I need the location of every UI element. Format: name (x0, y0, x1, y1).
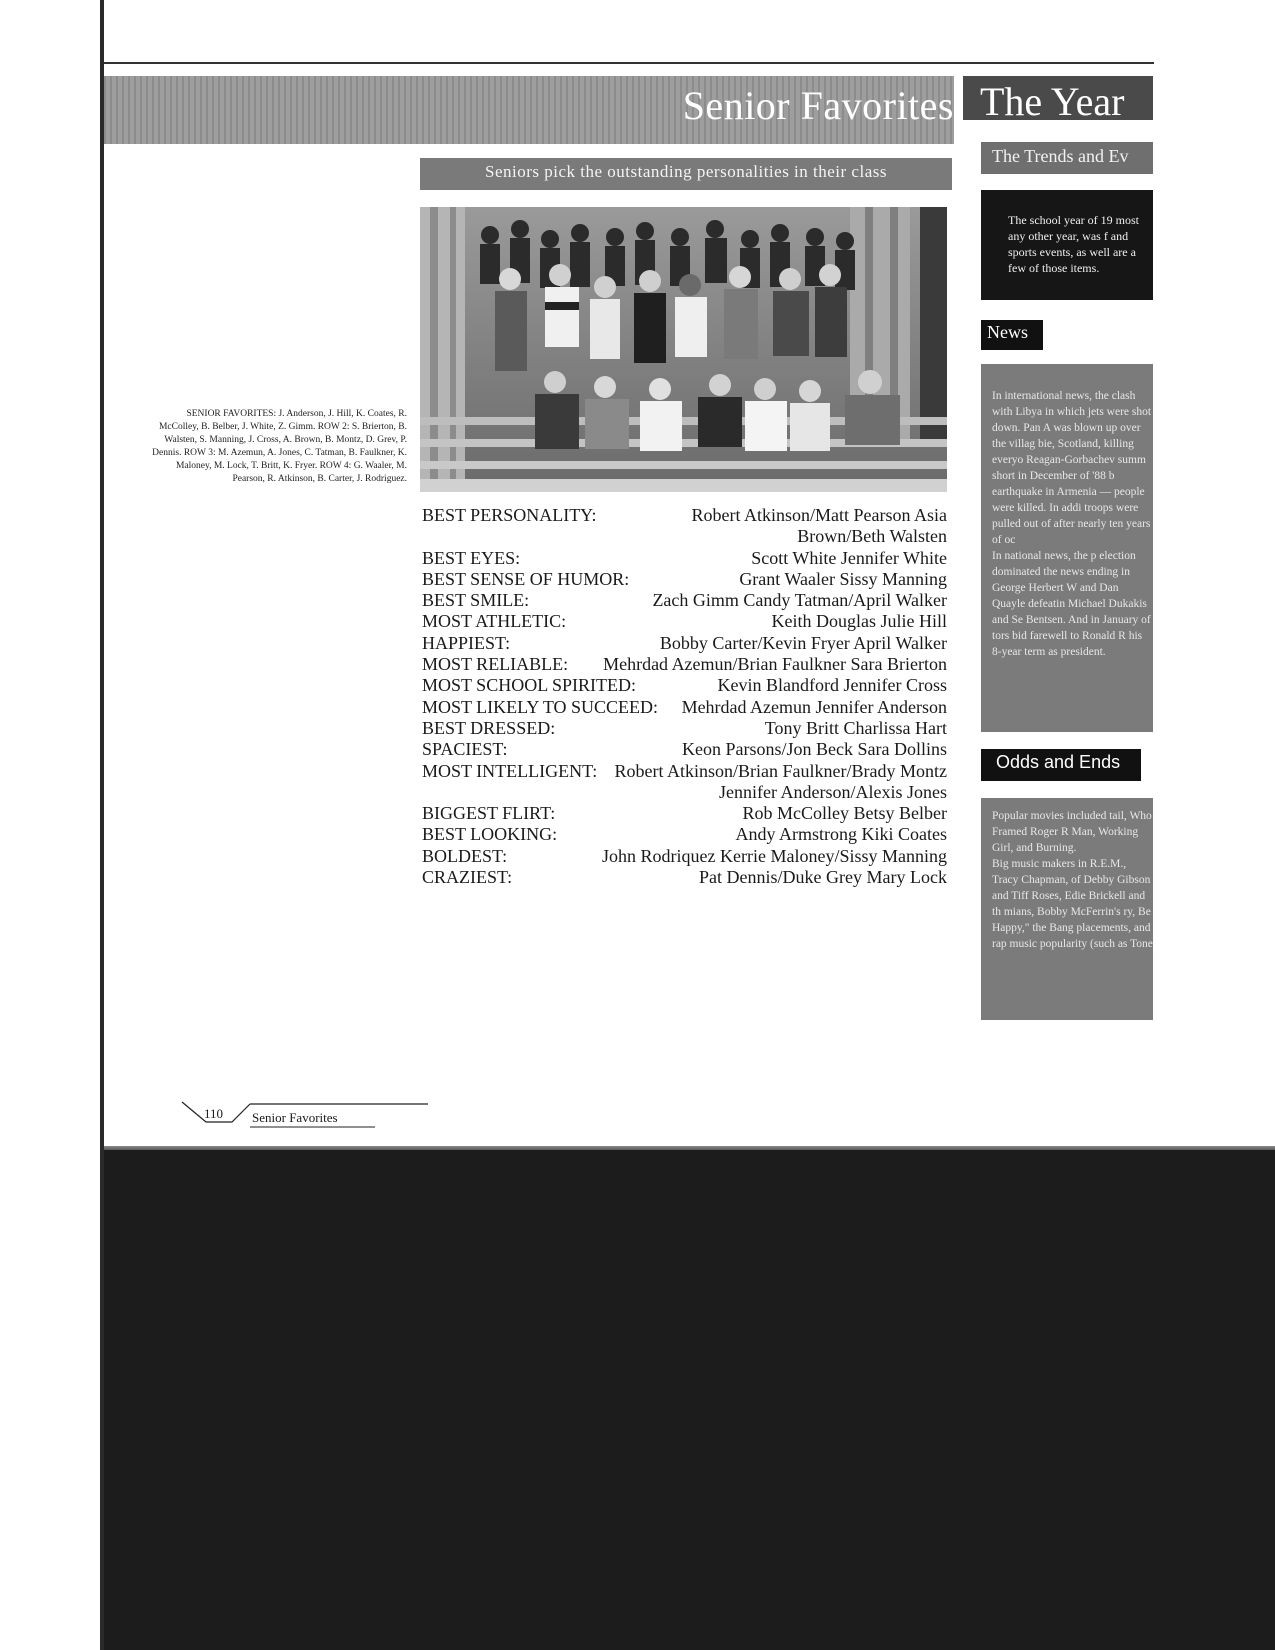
page-subtitle: Seniors pick the outstanding personalities in their class (485, 162, 887, 181)
favorite-category: BOLDEST: (422, 845, 508, 866)
news-heading: News (987, 322, 1028, 342)
favorite-names: Rob McColley Betsy Belber (742, 803, 947, 824)
favorite-row (422, 803, 947, 824)
favorite-category: MOST ATHLETIC: (422, 611, 567, 632)
year-title: The Year (980, 79, 1125, 124)
favorite-category: BEST DRESSED: (422, 717, 556, 738)
favorite-names: Pat Dennis/Duke Grey Mary Lock (699, 867, 947, 888)
favorite-category: MOST LIKELY TO SUCCEED: (422, 696, 659, 717)
favorite-category: MOST SCHOOL SPIRITED: (422, 675, 637, 696)
favorite-row (422, 824, 947, 845)
scan-background (104, 1150, 1275, 1650)
favorite-row (422, 867, 947, 888)
favorite-names: Grant Waaler Sissy Manning (739, 568, 947, 589)
section-name: Senior Favorites (252, 1110, 338, 1125)
favorite-names: Scott White Jennifer White (751, 547, 947, 568)
favorite-names: Zach Gimm Candy Tatman/April Walker (652, 590, 947, 611)
top-rule (104, 62, 1154, 64)
favorite-row (422, 846, 947, 867)
favorite-category: MOST RELIABLE: (422, 654, 569, 675)
favorite-names: Andy Armstrong Kiki Coates (735, 824, 947, 845)
favorites-list (422, 505, 947, 888)
favorite-names: Robert Atkinson/Matt Pearson Asia Brown/Beth Walsten (691, 505, 947, 547)
odds-text: Popular movies included tail, Who Framed Roger R Man, Working Girl, and Burning. Big music makers in R.E.M., Tracy Chapman, of Debby Gibson and Tiff Roses, Edie Brickell and th mians, Bobby McFerrin's ry, Be Happy," the Bang placements, and rap music popularity (such as Tone (992, 810, 1153, 950)
favorite-names: Keon Parsons/Jon Beck Sara Dollins (682, 739, 947, 760)
favorite-category: BEST EYES: (422, 547, 521, 568)
favorite-row (422, 633, 947, 654)
favorite-category: BEST LOOKING: (422, 824, 558, 845)
page-number: 110 (204, 1106, 224, 1121)
favorite-row (422, 718, 947, 739)
favorite-row (422, 590, 947, 611)
intro-text: The school year of 19 most any other year, was f and sports events, as well are a few of those items. (1008, 213, 1139, 275)
favorite-category: CRAZIEST: (422, 867, 513, 888)
favorite-category: SPACIEST: (422, 739, 508, 760)
favorite-row (422, 739, 947, 760)
favorite-names: Tony Britt Charlissa Hart (764, 717, 947, 738)
favorite-category: BEST SMILE: (422, 590, 530, 611)
page-title: Senior Favorites (682, 83, 954, 128)
trends-subtitle: The Trends and Ev (992, 146, 1129, 166)
odds-heading: Odds and Ends (996, 752, 1121, 772)
favorite-row (422, 654, 947, 675)
favorite-names: Mehrdad Azemun Jennifer Anderson (681, 696, 947, 717)
favorite-names: Keith Douglas Julie Hill (771, 611, 947, 632)
favorite-names: Kevin Blandford Jennifer Cross (717, 675, 947, 696)
favorite-names: Robert Atkinson/Brian Faulkner/Brady Montz Jennifer Anderson/Alexis Jones (614, 760, 947, 802)
favorite-row (422, 569, 947, 590)
favorite-row (422, 697, 947, 718)
favorite-row (422, 611, 947, 632)
favorite-names: Mehrdad Azemun/Brian Faulkner Sara Brierton (603, 654, 947, 675)
favorite-category: BIGGEST FLIRT: (422, 803, 556, 824)
favorite-row (422, 761, 947, 804)
group-photo (420, 207, 947, 492)
favorite-names: John Rodriquez Kerrie Maloney/Sissy Manning (602, 845, 947, 866)
favorite-row (422, 675, 947, 696)
favorite-row (422, 505, 947, 548)
favorite-row (422, 548, 947, 569)
photo-caption: SENIOR FAVORITES: J. Anderson, J. Hill, K. Coates, R. McColley, B. Belber, J. White, Z. Gimm. ROW 2: S. Brierton, B. Walsten, S. Manning, J. Cross, A. Brown, B. Montz, D. Grev, P. Dennis. ROW 3: M. Azemun, A. Jones, C. Tatman, B. Faulkner, K. Maloney, M. Lock, T. Britt, K. Fryer. ROW 4: G. Waaler, M. Pearson, R. Atkinson, B. Carter, J. Rodriguez. (152, 409, 407, 484)
favorite-category: HAPPIEST: (422, 632, 511, 653)
favorite-category: BEST SENSE OF HUMOR: (422, 568, 630, 589)
favorite-category: MOST INTELLIGENT: (422, 760, 598, 781)
news-text: In international news, the clash with Libya in which jets were shot down. Pan A was blown up over the villag bie, Scotland, killing everyo Reagan-Gorbachev summ short in December of '88 b earthquake in Armenia — people were killed. In addi troops were pulled out of after nearly ten years of oc In national news, the p election dominated the news ending in George Herbert W and Dan Quayle defeatin Michael Dukakis and Se Bentsen. And in January of tors bid farewell to Ronald R his 8-year term as president. (992, 390, 1152, 658)
favorite-names: Bobby Carter/Kevin Fryer April Walker (659, 632, 947, 653)
favorite-category: BEST PERSONALITY: (422, 505, 597, 525)
